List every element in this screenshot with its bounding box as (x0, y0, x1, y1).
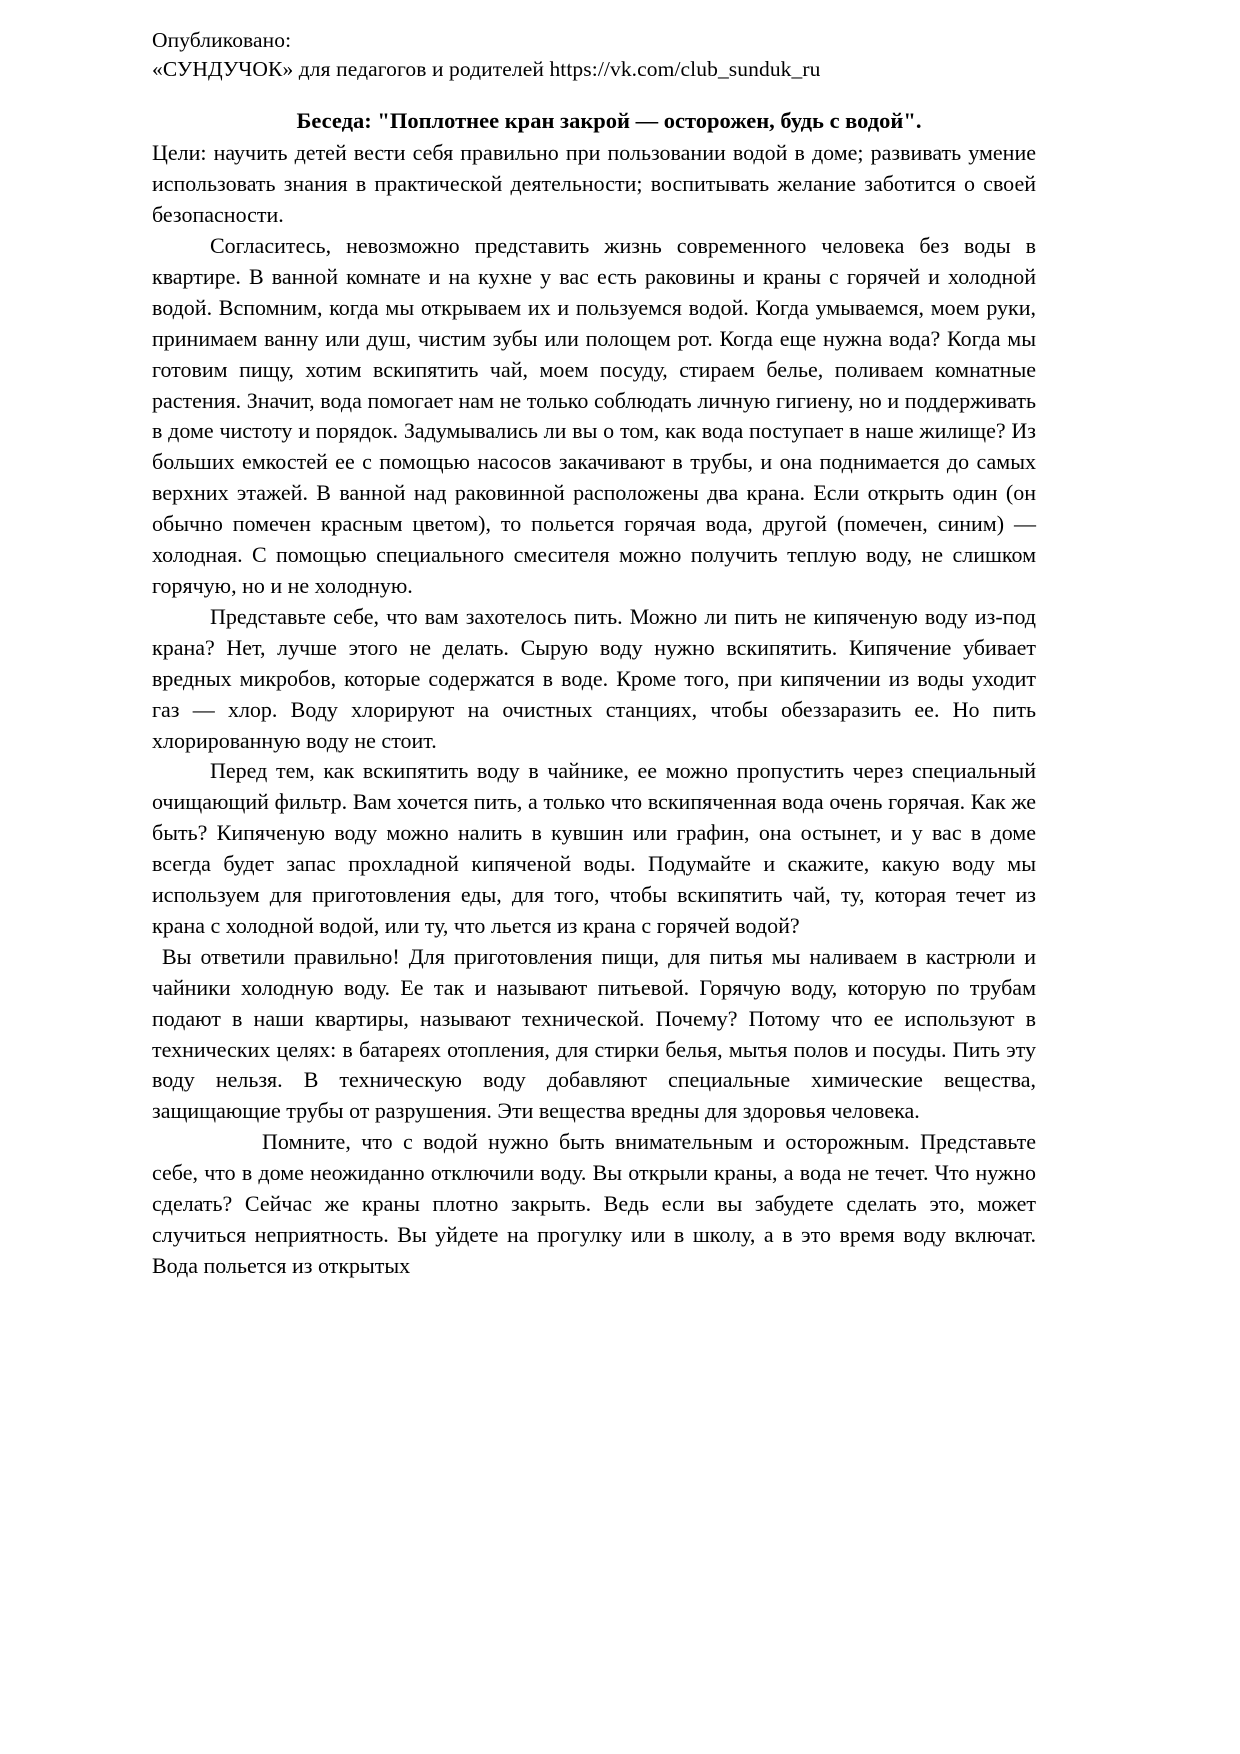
page-title: Беседа: "Поплотнее кран закрой — осторожен, будь с водой". (296, 108, 922, 134)
paragraph-goals: Цели: научить детей вести себя правильно при пользовании водой в доме; развивать умение использовать знания в практической деятельности; воспитывать желание заботится о своей безопасности. (152, 140, 1036, 228)
publication-header (152, 26, 1036, 84)
published-label: Опубликовано: (152, 28, 292, 52)
paragraph-intro-water-in-home: Согласитесь, невозможно представить жизнь современного человека без воды в квартире. В ванной комнате и на кухне у вас есть раковины и краны с горячей и холодной водой. Вспомним, когда мы открываем их и пользуемся водой. Когда умываемся, моем руки, принимаем ванну или душ, чистим зубы или полощем рот. Когда еще нужна вода? Когда мы готовим пищу, хотим вскипятить чай, моем посуду, стираем белье, поливаем комнатные растения. Значит, вода помогает нам не только соблюдать личную гигиену, но и поддерживать в доме чистоту и порядок. Задумывались ли вы о том, как вода поступает в наше жилище? Из больших емкостей ее с помощью насосов закачивают в трубы, и она поднимается до самых верхних этажей. В ванной над раковинной расположены два крана. Если открыть один (он обычно помечен красным цветом), то польется горячая вода, другой (помечен, синим) — холодная. С помощью специального смесителя можно получить теплую воду, не слишком горячую, но и не холодную. (152, 233, 1036, 598)
paragraph-drinking-vs-technical: Вы ответили правильно! Для приготовления пищи, для питья мы наливаем в кастрюли и чайники холодную воду. Ее так и называют питьевой. Горячую воду, которую по трубам подают в наши квартиры, называют технической. Почему? Потому что ее используют в технических целях: в батареях отопления, для стирки белья, мытья полов и посуды. Пить эту воду нельзя. В техническую воду добавляют специальные химические вещества, защищающие трубы от разрушения. Эти вещества вредны для здоровья человека. (152, 943, 1036, 1124)
publisher-and-url: «СУНДУЧОК» для педагогов и родителей https://vk.com/club_sunduk_ru (152, 57, 821, 82)
page-content (152, 26, 1036, 1282)
paragraph-boiling-water: Представьте себе, что вам захотелось пить. Можно ли пить не кипяченую воду из-под крана? Нет, лучше этого не делать. Сырую воду нужно вскипятить. Кипячение убивает вредных микробов, которые содержатся в воде. Кроме того, при кипячении из воды уходит газ — хлор. Воду хлорируют на очистных станциях, чтобы обеззаразить ее. Но пить хлорированную воду не стоит. (152, 603, 1036, 753)
paragraph-filter-and-cooling: Перед тем, как вскипятить воду в чайнике, ее можно пропустить через специальный очищающий фильтр. Вам хочется пить, а только что вскипяченная вода очень горячая. Как же быть? Кипяченую воду можно налить в кувшин или графин, она остынет, и у вас в доме всегда будет запас прохладной кипяченой воды. Подумайте и скажите, какую воду мы используем для приготовления еды, для того, чтобы вскипятить чай, ту, которая течет из крана с холодной водой, или ту, что льется из крана с горячей водой? (152, 758, 1036, 938)
paragraph-be-careful: Помните, что с водой нужно быть внимательным и осторожным. Представьте себе, что в доме неожиданно отключили воду. Вы открыли краны, а вода не течет. Что нужно сделать? Сейчас же краны плотно закрыть. Ведь если вы забудете сделать это, может случиться неприятность. Вы уйдете на прогулку или в школу, а в это время воду включат. Вода польется из открытых (152, 1129, 1036, 1278)
